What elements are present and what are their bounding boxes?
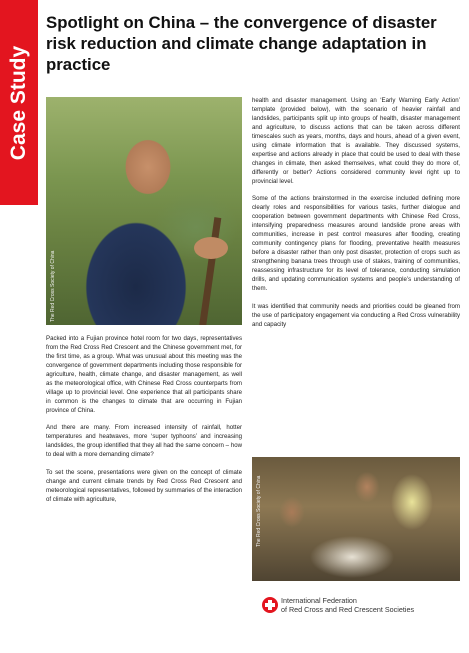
paragraph: Some of the actions brainstormed in the exercise included defining more clearly roles and responsibilities for various tasks, further dialogue and cooperation between government departments with Chinese Red Cross, intensifying preparedness measures around landslide prone areas with communities, increase in pest control measures after flooding, creating community contingency plans for flooding, preventative health measures before a disaster rather than only post disaster, protection of crops such as strengthening banana trees through use of stakes, training of communities, reassessing infrastructure for its level of tolerance, conducting simulation drills, and updating communication systems and people’s understanding of them. xyxy=(252,195,460,292)
page-title: Spotlight on China – the convergence of disaster risk reduction and climate change adaptation in practice xyxy=(46,13,437,74)
paragraph: And there are many. From increased intensity of rainfall, hotter temperatures and heatwaves, more ‘super typhoons’ and increasing landslides, the group identified that they all had the same concern – how to deal with a more demanding climate? xyxy=(46,424,242,459)
paragraph: health and disaster management. Using an ‘Early Warning Early Action’ template (provided below), with the scenario of heavier rainfall and landslides, participants split up into groups of health, disaster management and agriculture, to discuss actions that can be taken across different timescales such as years, months, days and hours, ahead of a given event, using climate information that is available. They discussed systems, expertise and actions already in place that could be used to deal with these changes in climate, then asked themselves, what could they do more of, differently or better? Actions considered community level right up to provincial level. xyxy=(252,97,460,185)
paragraph: To set the scene, presentations were given on the concept of climate change and current climate trends by Red Cross Red Crescent and meteorological representatives, followed by summaries of the interaction of climate with agriculture, xyxy=(46,469,242,504)
photo-credit-bottom: The Red Cross Society of China xyxy=(256,475,262,547)
red-cross-logo-icon xyxy=(262,597,278,613)
photo-credit-top: The Red Cross Society of China xyxy=(50,250,56,322)
case-study-tab xyxy=(0,0,38,205)
paragraph: It was identified that community needs and priorities could be gleaned from the use of participatory engagement via conducting a Red Cross vulnerability and capacity xyxy=(252,302,460,328)
paragraph: Packed into a Fujian province hotel room for two days, representatives from the Red Cross Red Crescent and the Chinese government met, for the first time, as a group. What was unusual about this meeting was the convergence of government departments including those responsible for agriculture, health, climate change, and disaster management, as well as the meteorological office, with Chinese Red Cross counterparts from village up to provincial level. One experience that all participants share in common is the changes to climate that are occurring in Fujian province of China. xyxy=(46,335,242,414)
footer-line-1: International Federation xyxy=(281,596,357,605)
elderly-man-photo xyxy=(46,97,242,325)
workshop-group-photo xyxy=(252,457,460,581)
walking-cane xyxy=(198,217,222,325)
case-study-label: Case Study xyxy=(7,45,30,160)
left-column xyxy=(46,335,242,514)
footer-line-2: of Red Cross and Red Crescent Societies xyxy=(281,605,415,614)
footer-organization xyxy=(281,596,461,614)
right-column xyxy=(252,97,460,339)
raised-hand xyxy=(194,237,228,259)
